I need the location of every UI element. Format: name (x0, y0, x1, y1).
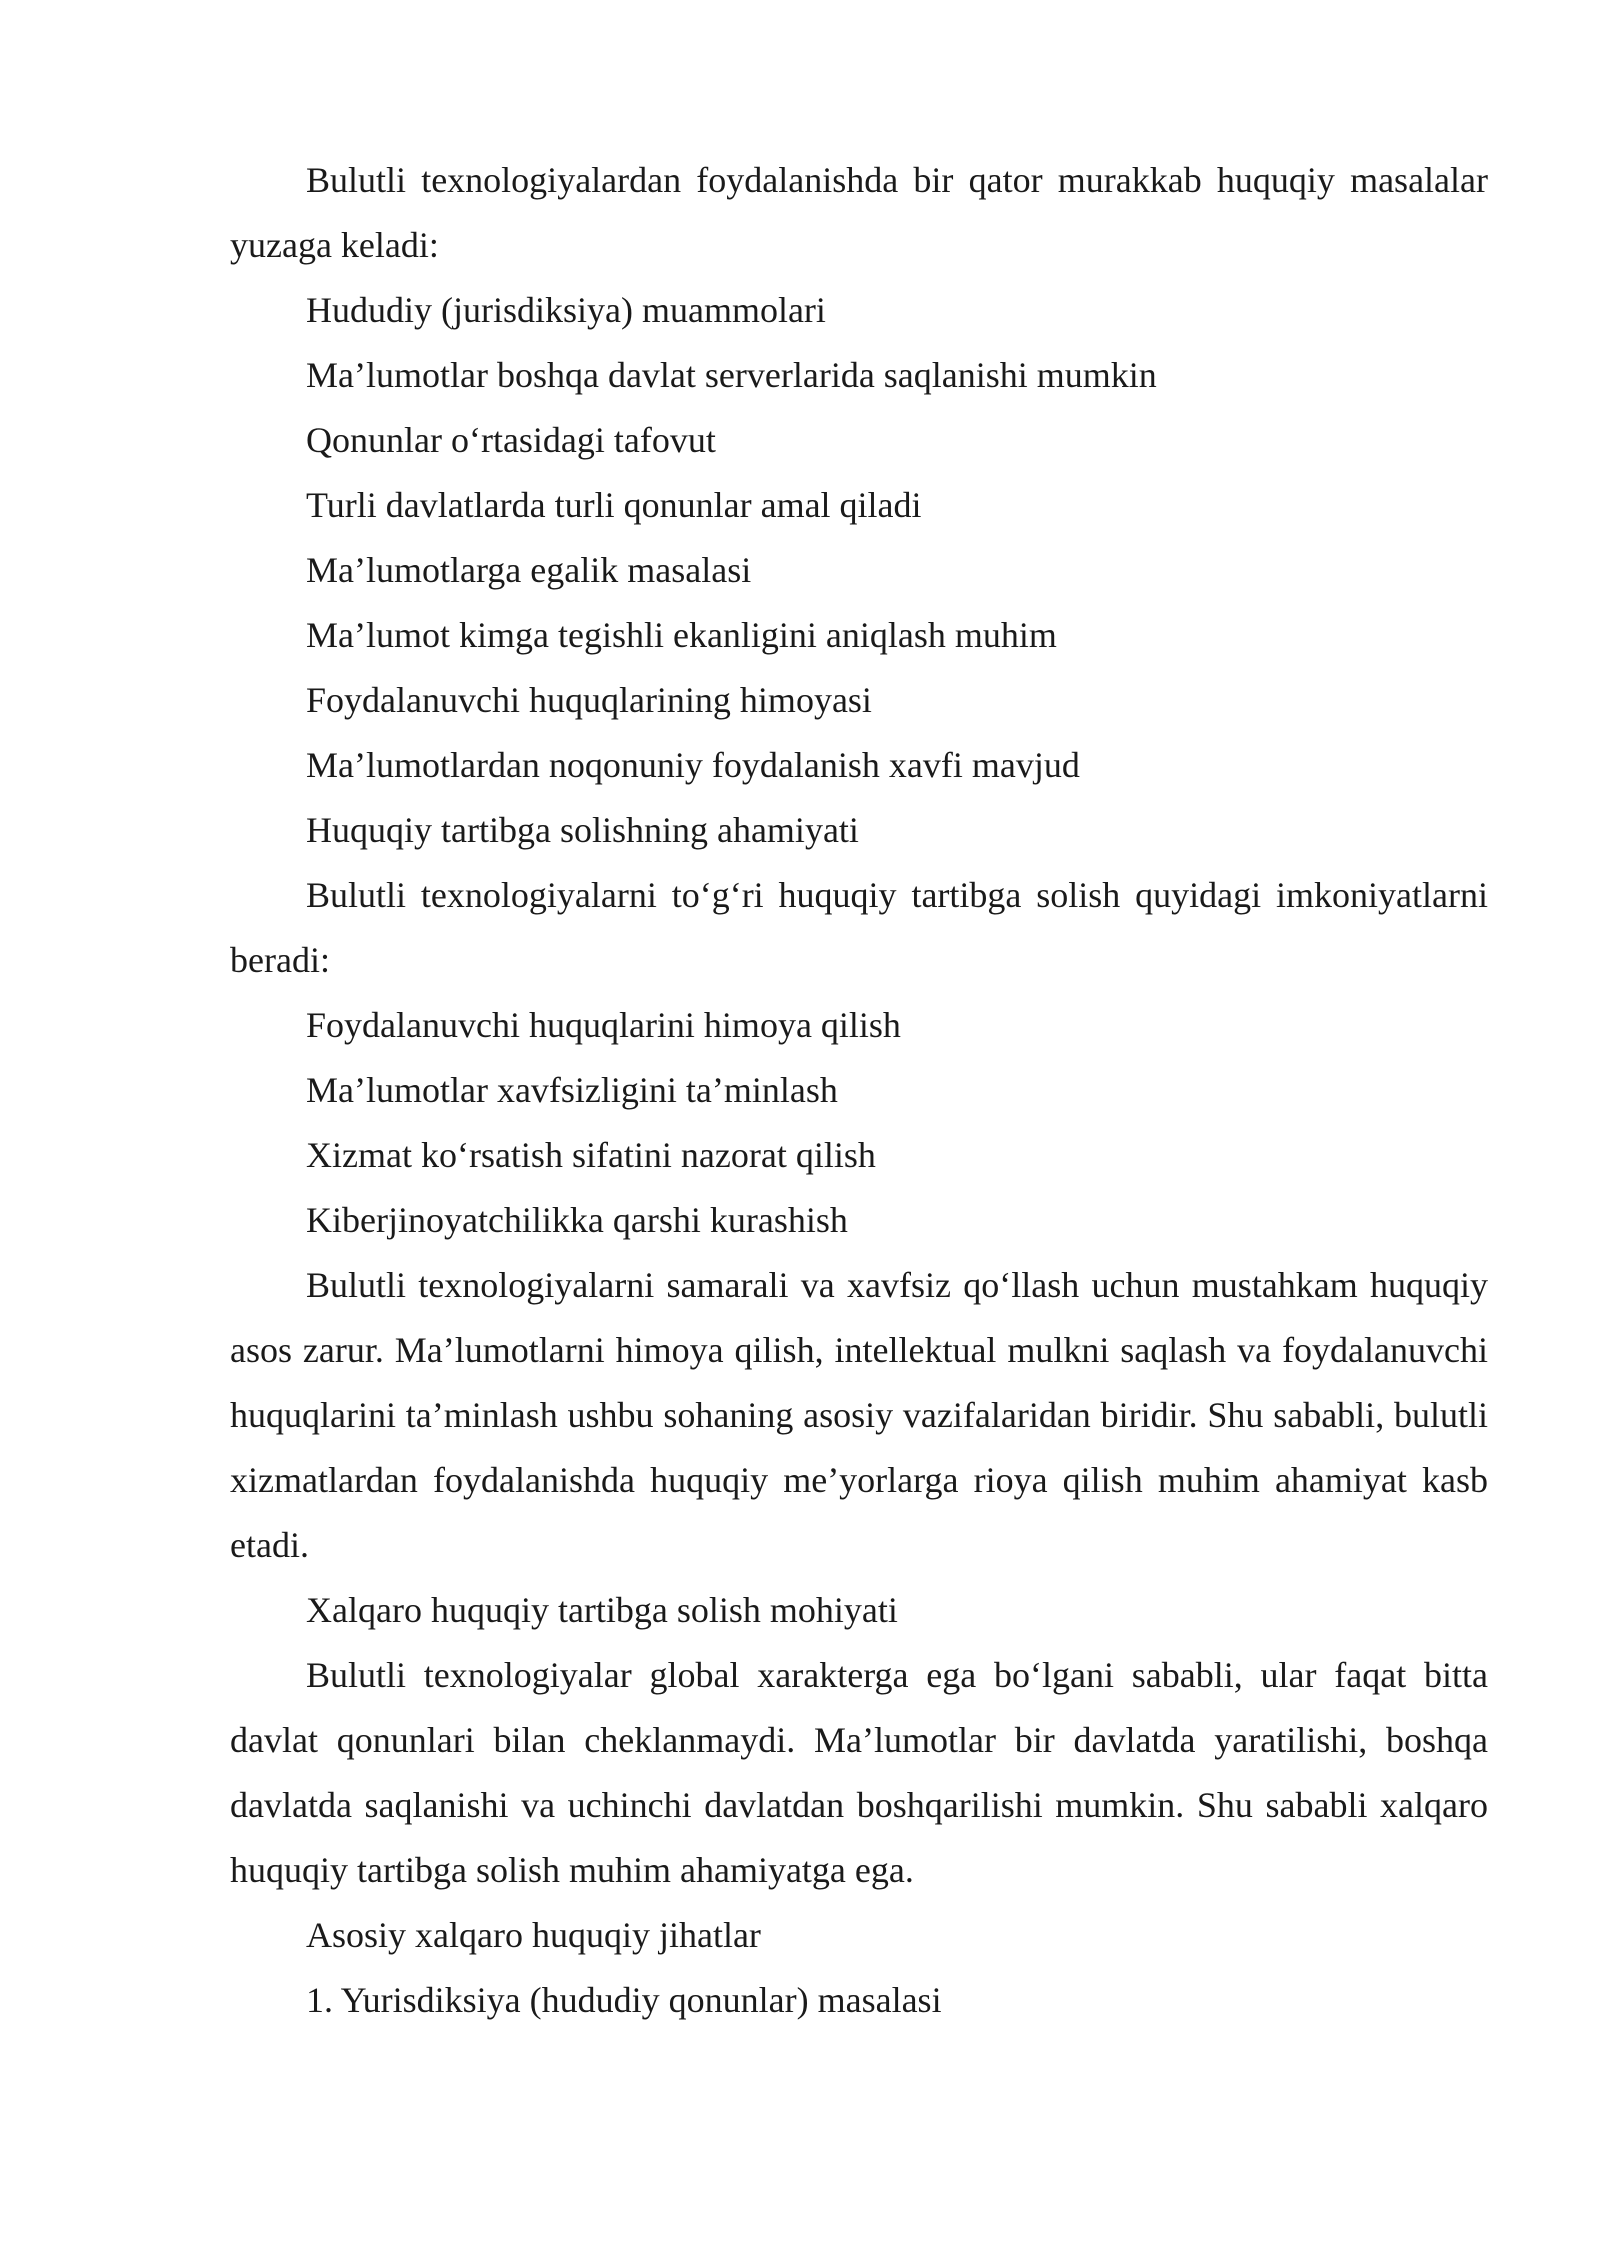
paragraph: Bulutli texnologiyalarni samarali va xavfsiz qo‘llash uchun mustahkam huquqiy asos zarur. Ma’lumotlarni himoya qilish, intellektual mulkni saqlash va foydalanuvchi huquqlarini ta’minlash ushbu sohaning asosiy vazifalaridan biridir. Shu sababli, bulutli xizmatlardan foydalanishda huquqiy me’yorlarga rioya qilish muhim ahamiyat kasb etadi. (230, 1265, 1488, 1565)
paragraph: Bulutli texnologiyalarni to‘g‘ri huquqiy tartibga solish quyidagi imkoniyatlarni beradi: (230, 875, 1488, 980)
paragraph: Asosiy xalqaro huquqiy jihatlar (306, 1915, 761, 1955)
paragraph: Xizmat ko‘rsatish sifatini nazorat qilish (306, 1135, 876, 1175)
paragraph: Ma’lumotlar boshqa davlat serverlarida saqlanishi mumkin (306, 355, 1157, 395)
paragraph: Qonunlar o‘rtasidagi tafovut (306, 420, 716, 460)
paragraph: 1. Yurisdiksiya (hududiy qonunlar) masalasi (306, 1980, 942, 2020)
paragraph: Ma’lumotlardan noqonuniy foydalanish xavfi mavjud (306, 745, 1080, 785)
paragraph: Huquqiy tartibga solishning ahamiyati (306, 810, 859, 850)
paragraph: Kiberjinoyatchilikka qarshi kurashish (306, 1200, 848, 1240)
paragraph: Ma’lumotlar xavfsizligini ta’minlash (306, 1070, 838, 1110)
paragraph: Turli davlatlarda turli qonunlar amal qiladi (306, 485, 922, 525)
paragraph: Bulutli texnologiyalar global xarakterga ega bo‘lgani sababli, ular faqat bitta davlat qonunlari bilan cheklanmaydi. Ma’lumotlar bir davlatda yaratilishi, boshqa davlatda saqlanishi va uchinchi davlatdan boshqarilishi mumkin. Shu sababli xalqaro huquqiy tartibga solish muhim ahamiyatga ega. (230, 1655, 1488, 1890)
paragraph: Foydalanuvchi huquqlarining himoyasi (306, 680, 872, 720)
document-page (230, 148, 1488, 2033)
paragraph: Hududiy (jurisdiksiya) muammolari (306, 290, 826, 330)
paragraph: Ma’lumot kimga tegishli ekanligini aniqlash muhim (306, 615, 1057, 655)
paragraph: Ma’lumotlarga egalik masalasi (306, 550, 752, 590)
paragraph: Xalqaro huquqiy tartibga solish mohiyati (306, 1590, 898, 1630)
paragraph: Bulutli texnologiyalardan foydalanishda bir qator murakkab huquqiy masalalar yuzaga keladi: (230, 160, 1488, 265)
paragraph: Foydalanuvchi huquqlarini himoya qilish (306, 1005, 901, 1045)
